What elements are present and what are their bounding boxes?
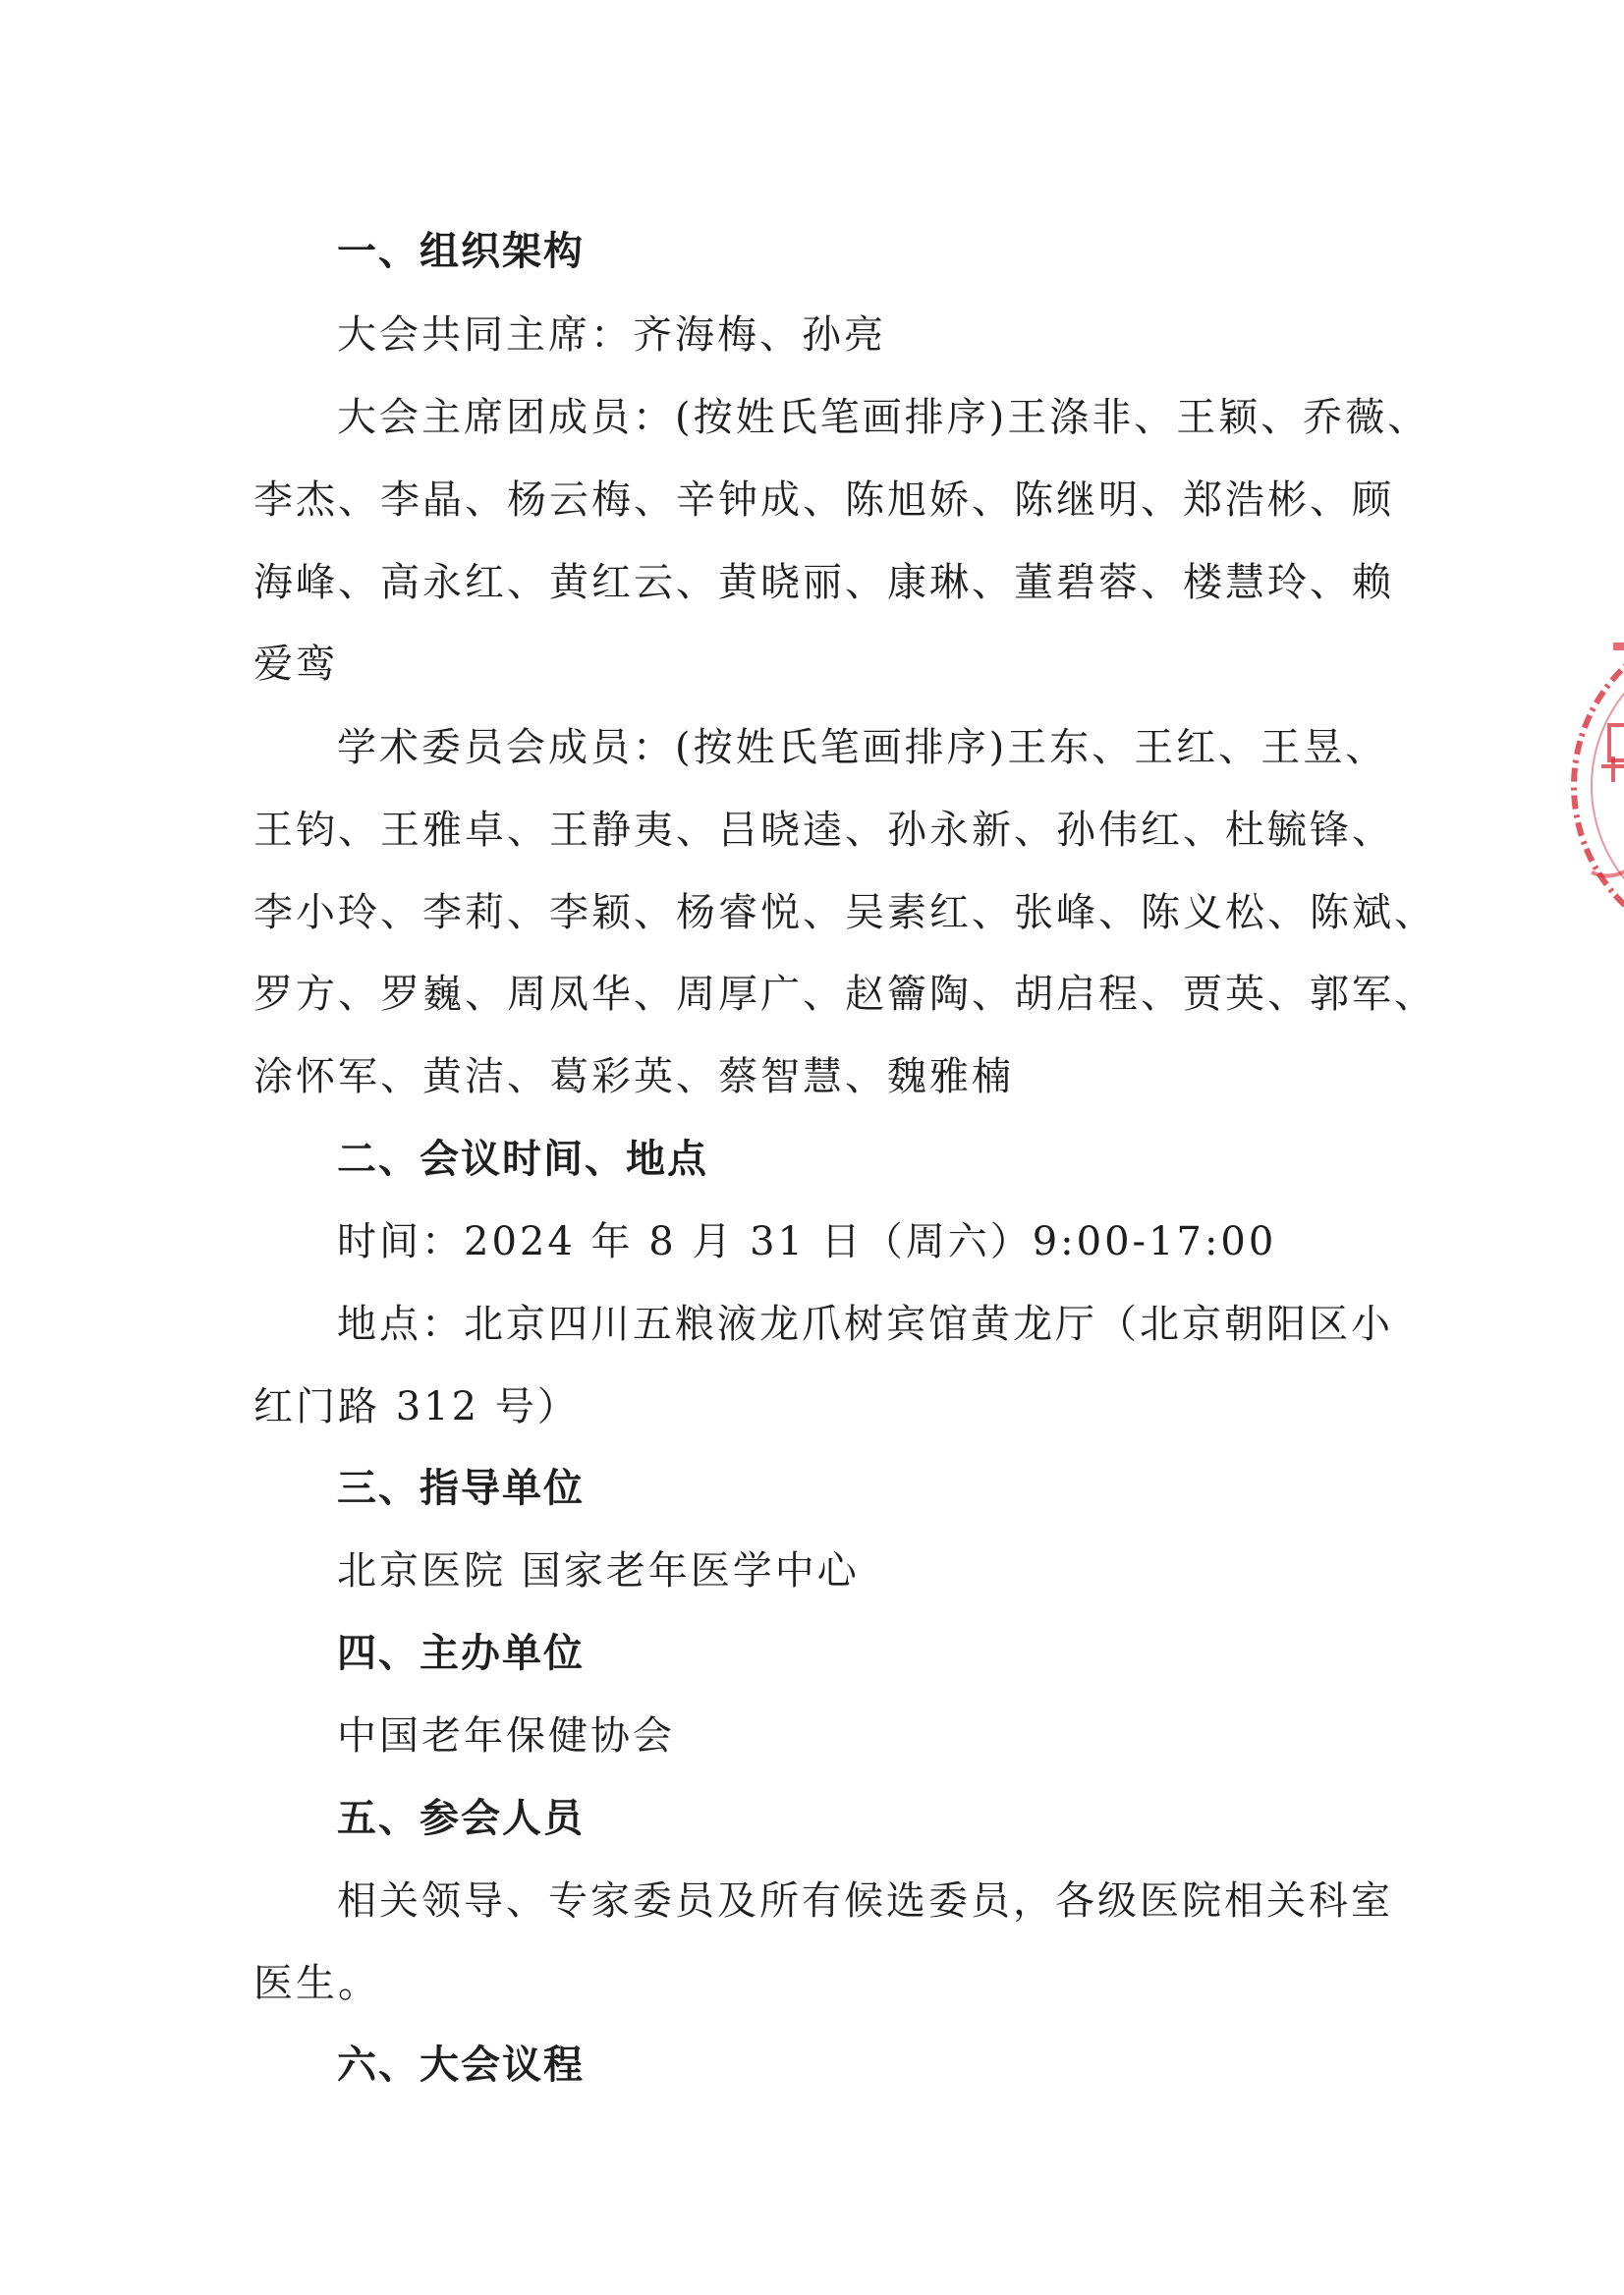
presidium-line-3: 海峰、高永红、黄红云、黄晓丽、康琳、董碧蓉、楼慧玲、赖	[253, 560, 1394, 605]
academic-line-3: 李小玲、李莉、李颖、杨睿悦、吴素红、张峰、陈义松、陈斌、	[253, 890, 1436, 935]
seal-icon	[1552, 609, 1624, 963]
attendees-line-1: 相关领导、专家委员及所有候选委员，各级医院相关科室	[337, 1878, 1393, 1924]
section-heading-host: 四、主办单位	[337, 1631, 585, 1676]
place-line-2: 红门路 312 号）	[253, 1384, 580, 1429]
section-heading-attendees: 五、参会人员	[337, 1796, 585, 1841]
time-line: 时间：2024 年 8 月 31 日（周六）9:00-17:00	[337, 1219, 1277, 1264]
attendees-line-2: 医生。	[253, 1961, 380, 2006]
academic-line-5: 涂怀军、黄洁、葛彩英、蔡智慧、魏雅楠	[253, 1054, 1014, 1099]
academic-line-2: 王钧、王雅卓、王静夷、吕晓逵、孙永新、孙伟红、杜毓锋、	[253, 808, 1394, 853]
academic-line-1: 学术委员会成员：(按姓氏笔画排序)王东、王红、王昱、	[337, 725, 1388, 770]
section-heading-org: 一、组织架构	[337, 229, 585, 274]
guidance-text: 北京医院 国家老年医学中心	[337, 1548, 860, 1594]
co-chairs-line: 大会共同主席：齐海梅、孙亮	[337, 312, 886, 358]
place-line-1: 地点：北京四川五粮液龙爪树宾馆黄龙厅（北京朝阳区小	[337, 1302, 1393, 1347]
presidium-line-4: 爱鸾	[253, 642, 338, 687]
section-heading-guidance: 三、指导单位	[337, 1466, 585, 1511]
section-heading-agenda: 六、大会议程	[337, 2043, 585, 2088]
presidium-line-1: 大会主席团成员：(按姓氏笔画排序)王涤非、王颖、乔薇、	[337, 395, 1430, 440]
presidium-line-2: 李杰、李晶、杨云梅、辛钟成、陈旭娇、陈继明、郑浩彬、顾	[253, 477, 1394, 523]
host-text: 中国老年保健协会	[337, 1713, 675, 1759]
academic-line-4: 罗方、罗巍、周凤华、周厚广、赵籥陶、胡启程、贾英、郭军、	[253, 972, 1436, 1017]
official-seal-fragment	[1552, 609, 1624, 963]
section-heading-time-place: 二、会议时间、地点	[337, 1137, 708, 1182]
